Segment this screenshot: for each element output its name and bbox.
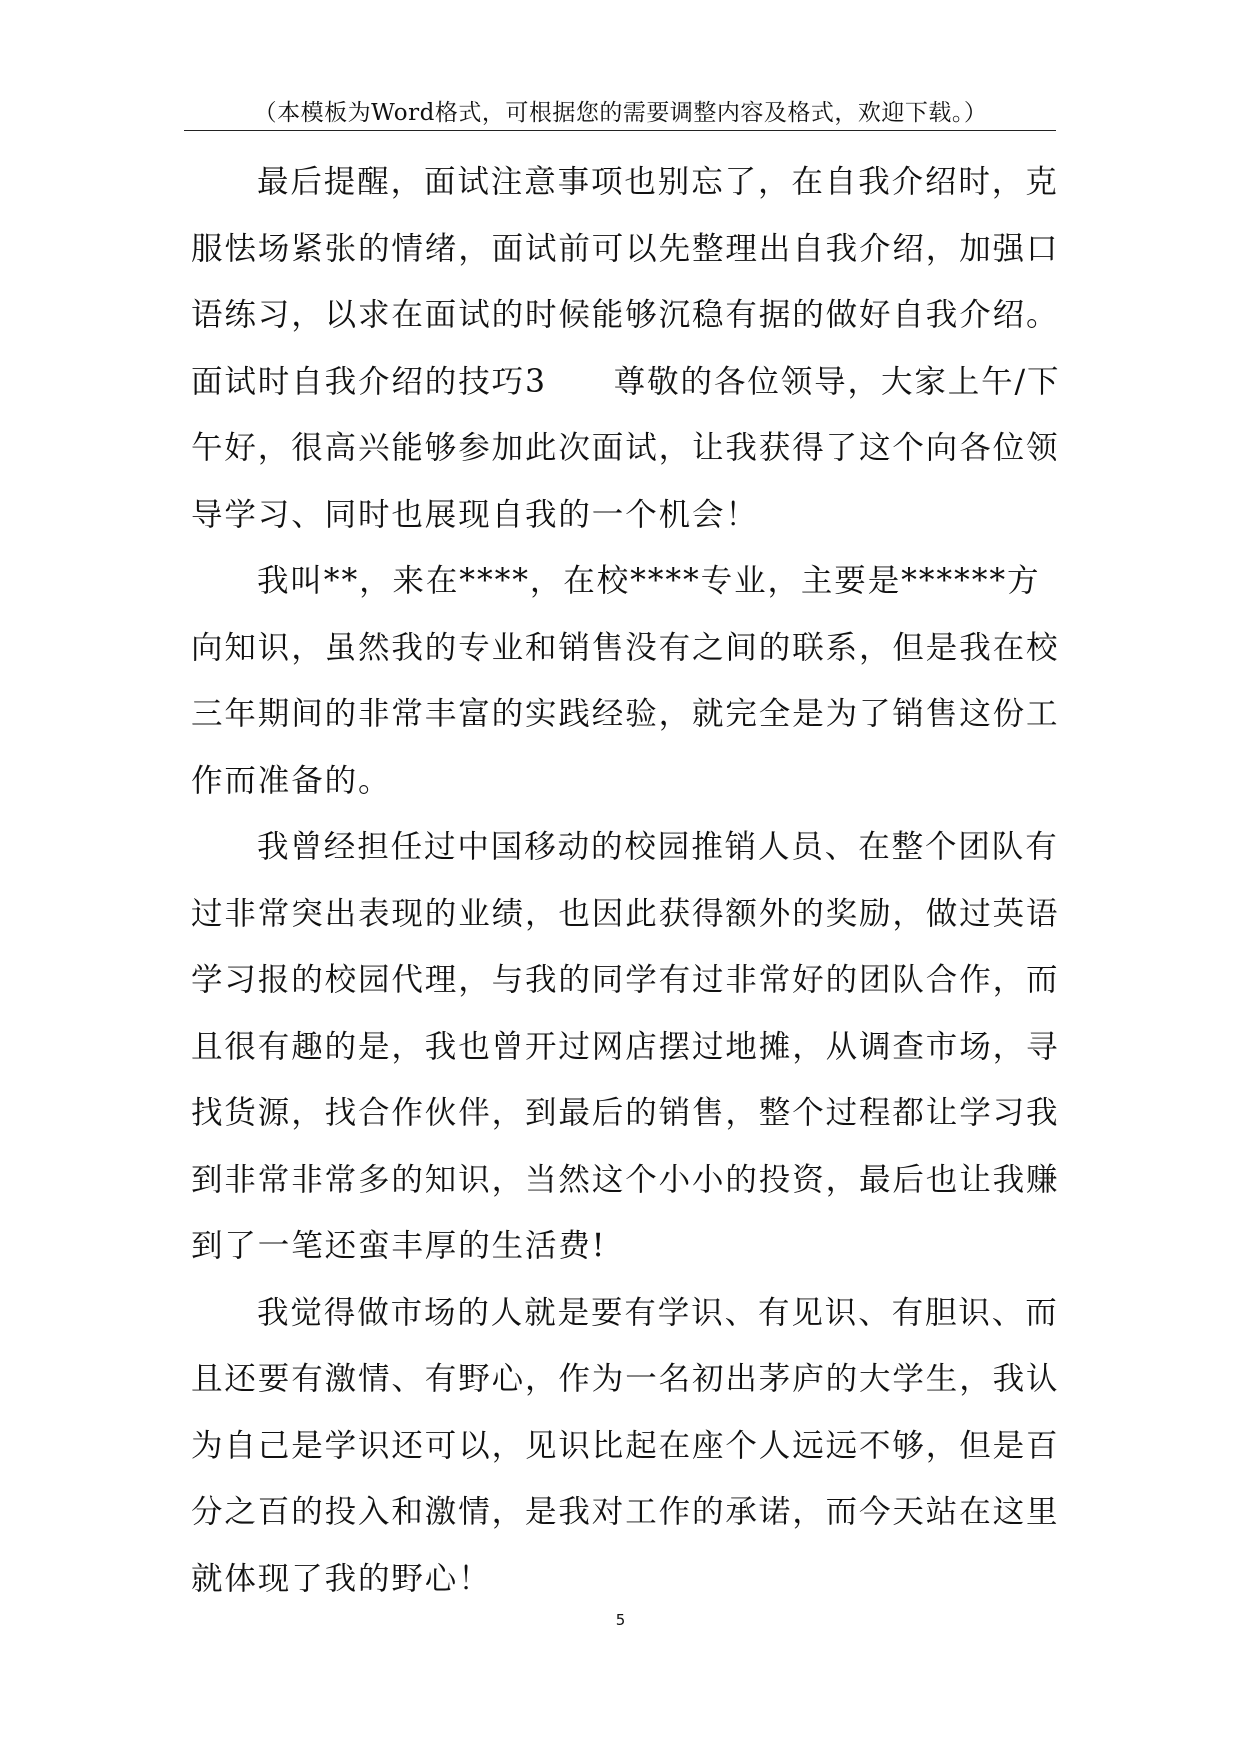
document-body (191, 149, 1071, 1612)
header-divider (184, 130, 1056, 131)
paragraph-reminder: 最后提醒，面试注意事项也别忘了，在自我介绍时，克服怯场紧张的情绪，面试前可以先整理出自我介绍，加强口语练习，以求在面试的时候能够沉稳有据的做好自我介绍。 (191, 164, 1060, 333)
paragraph-ambition: 我觉得做市场的人就是要有学识、有见识、有胆识、而且还要有激情、有野心，作为一名初出茅庐的大学生，我认为自己是学识还可以，见识比起在座个人远远不够，但是百分之百的投入和激情，是我对工作的承诺，而今天站在这里就体现了我的野心！ (191, 1294, 1060, 1597)
template-note-header: （本模板为Word格式，可根据您的需要调整内容及格式，欢迎下载。） (253, 100, 988, 126)
page-number: 5 (615, 1611, 626, 1629)
paragraph-self-intro: 我叫**，来在****，在校****专业，主要是******方向知识，虽然我的专业和销售没有之间的联系，但是我在校三年期间的非常丰富的实践经验，就完全是为了销售这份工作而准备的。 (191, 563, 1060, 799)
paragraph-experience: 我曾经担任过中国移动的校园推销人员、在整个团队有过非常突出表现的业绩，也因此获得额外的奖励，做过英语学习报的校园代理，与我的同学有过非常好的团队合作，而且很有趣的是，我也曾开过网店摆过地摊，从调查市场，寻找货源，找合作伙伴，到最后的销售，整个过程都让学习我到非常非常多的知识，当然这个小小的投资，最后也让我赚到了一笔还蛮丰厚的生活费! (191, 829, 1060, 1264)
paragraph-tips-3-greeting: 面试时自我介绍的技巧3 尊敬的各位领导，大家上午/下午好，很高兴能够参加此次面试，让我获得了这个向各位领导学习、同时也展现自我的一个机会！ (191, 363, 1061, 533)
